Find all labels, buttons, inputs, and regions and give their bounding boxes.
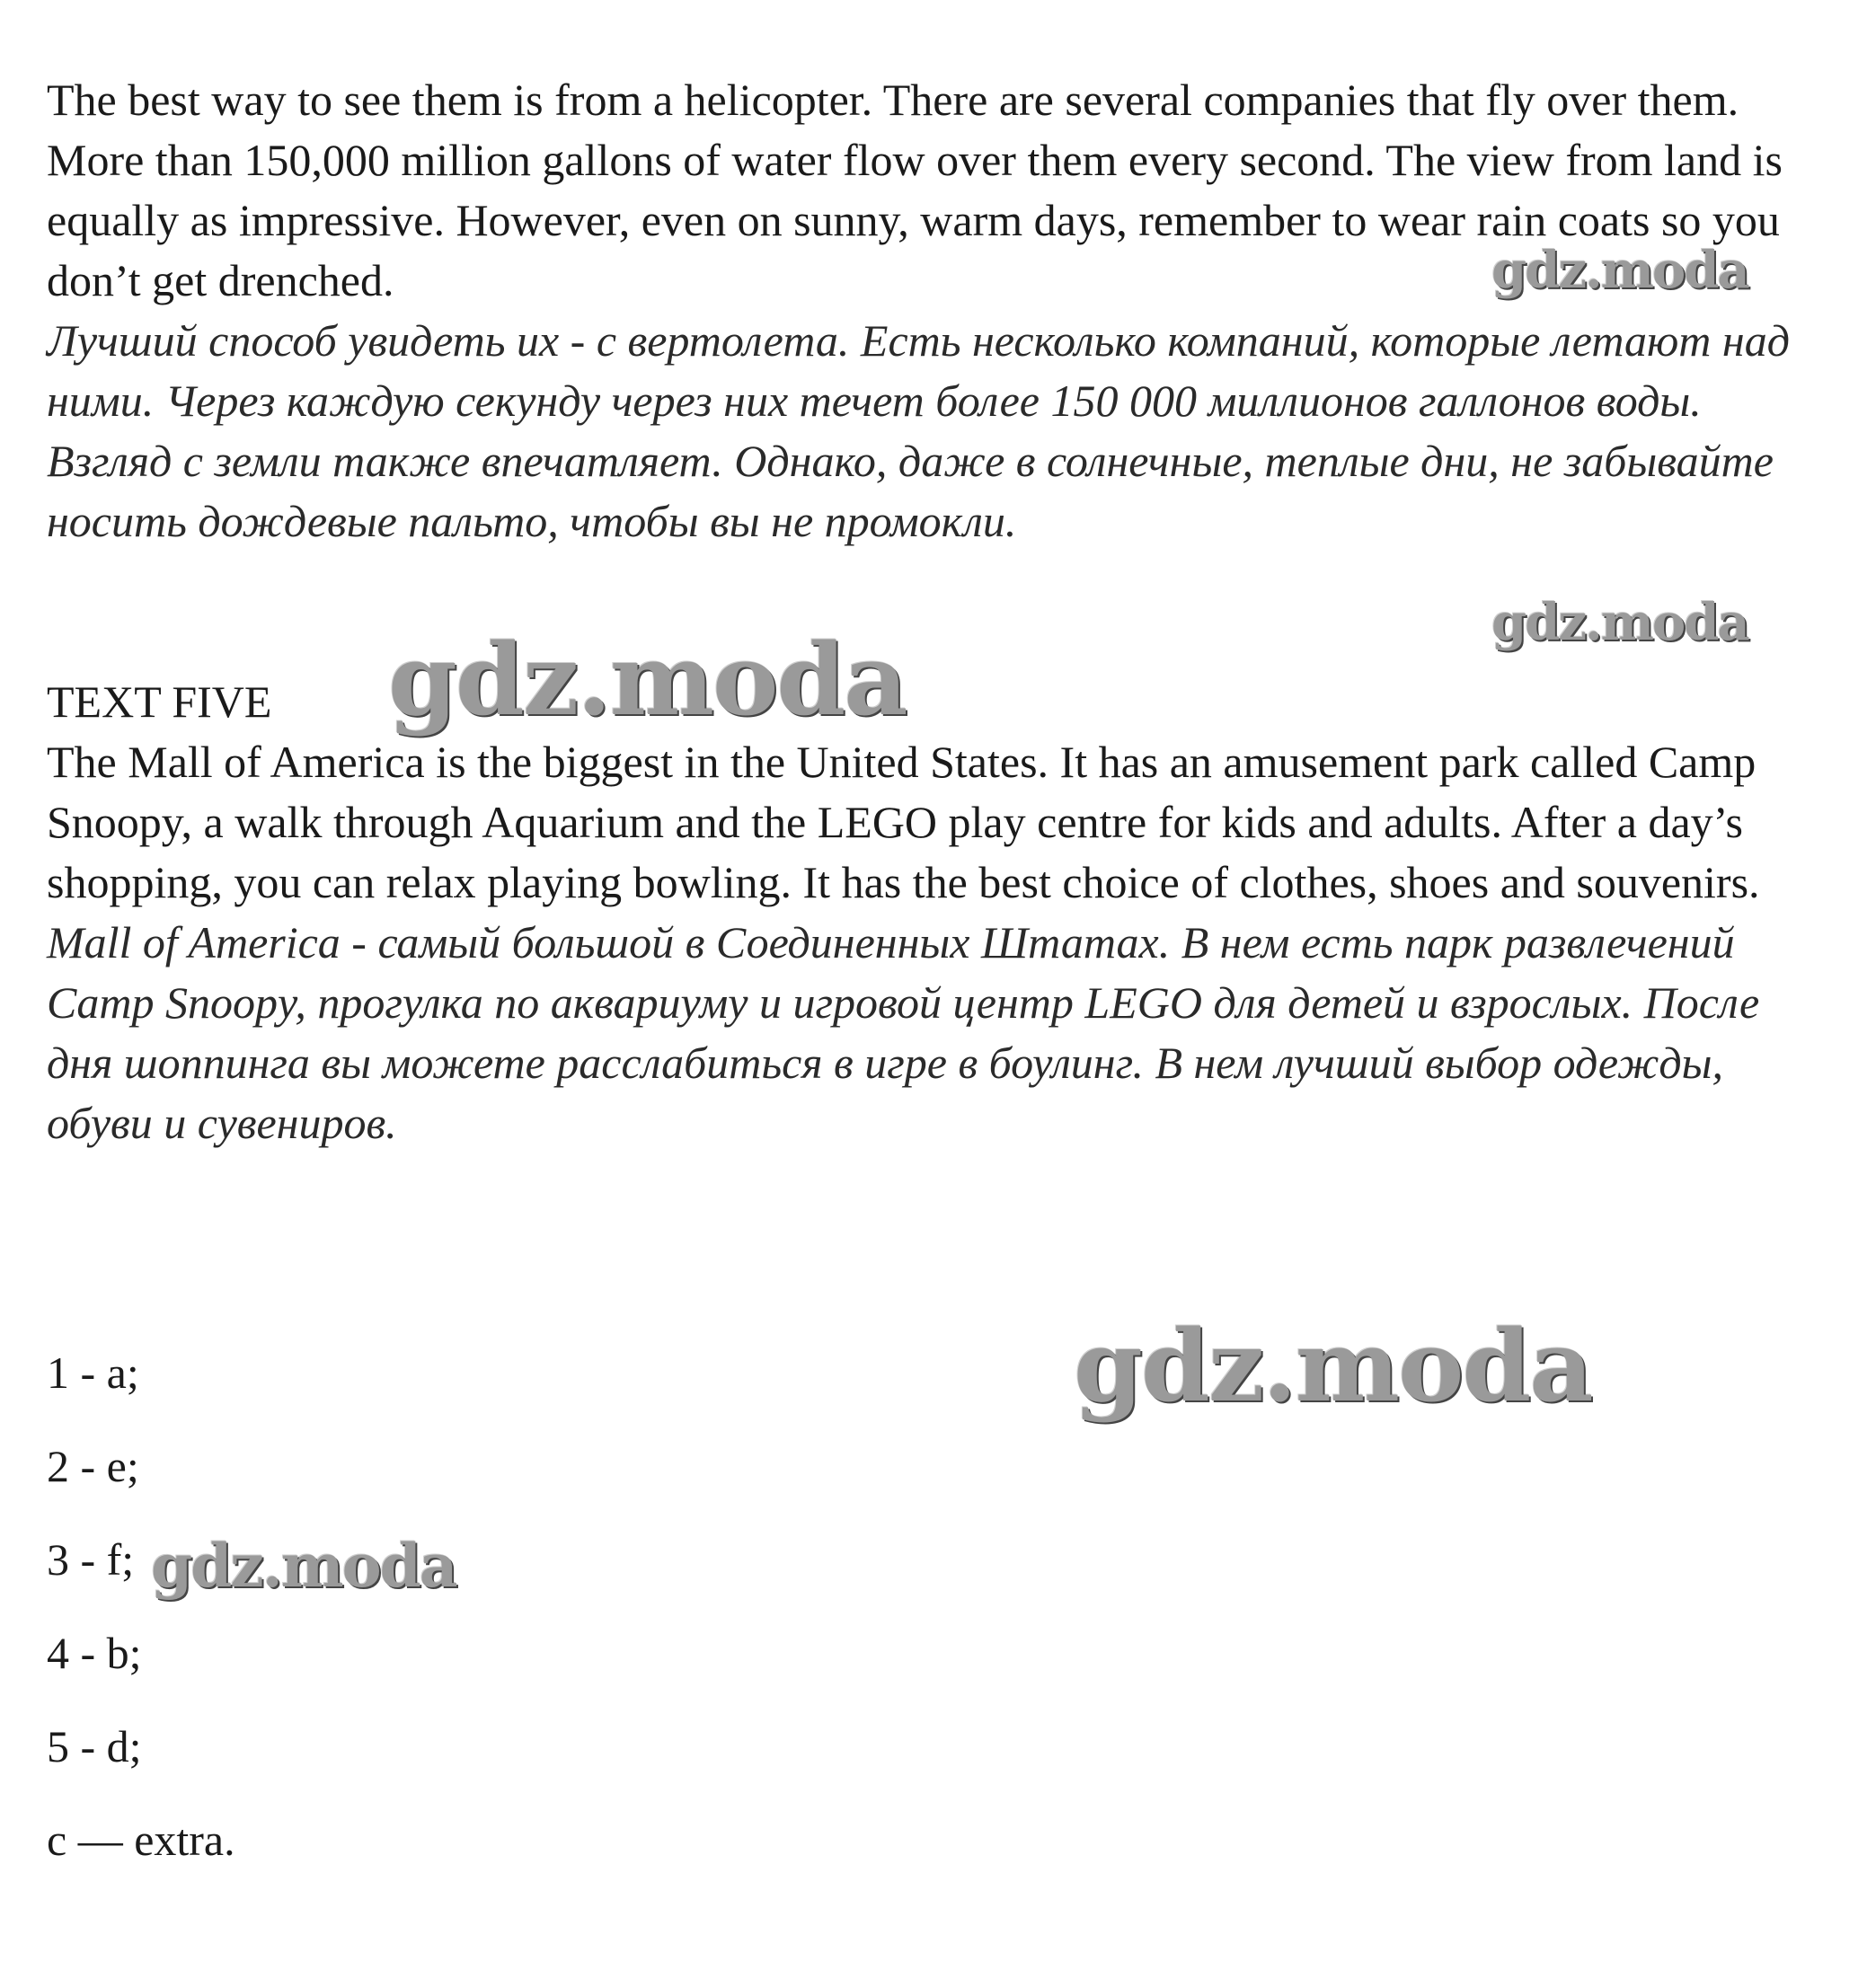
text-five-section (47, 732, 1808, 1153)
english-paragraph: The best way to see them is from a helicopter. There are several companies that fly over them. More than 150,000 million gallons of water flow over them every second. The view from land is equally as impressive. However, even on sunny, warm days, remember to wear rain coats so you don’t get drenched. (47, 75, 1783, 305)
russian-translation: Лучший способ увидеть их - с вертолета. Есть несколько компаний, которые летают над ними. Через каждую секунду через них течет более 150 000 миллионов галлонов воды. Взгляд с земли также впечатляет. Однако, даже в солнечные, теплые дни, не забывайте носить дождевые пальто, чтобы вы не промокли. (47, 315, 1791, 546)
watermark-logo: gdz.moda (151, 1531, 456, 1601)
answer-item: 4 - b; (47, 1628, 142, 1678)
answer-item: 5 - d; (47, 1721, 142, 1771)
answer-item: 1 - a; (47, 1347, 139, 1398)
section-heading: TEXT FIVE (47, 676, 272, 727)
answer-item: c — extra. (47, 1815, 235, 1865)
watermark-logo: gdz.moda (1074, 1308, 1592, 1424)
watermark-logo: gdz.moda (388, 622, 907, 738)
english-paragraph: The Mall of America is the biggest in the United States. It has an amusement park called Camp Snoopy, a walk through Aquarium and the LEGO play centre for kids and adults. After a day’s shopping, you can relax playing bowling. It has the best choice of clothes, shoes and souvenirs. (47, 737, 1760, 907)
text-four-section (47, 70, 1808, 552)
answer-list (47, 1326, 235, 1886)
answer-item: 2 - e; (47, 1441, 139, 1491)
russian-translation: Mall of America - самый большой в Соединенных Штатах. В нем есть парк развлечений Camp Snoopy, прогулка по аквариуму и игровой центр LEGO для детей и взрослых. После дня шоппинга вы можете расслабиться в игре в боулинг. В нем лучший выбор одежды, обуви и сувениров. (47, 917, 1760, 1148)
watermark-logo: gdz.moda (1491, 593, 1748, 652)
answer-item: 3 - f; (47, 1534, 135, 1585)
watermark-logo: gdz.moda (1491, 241, 1748, 300)
